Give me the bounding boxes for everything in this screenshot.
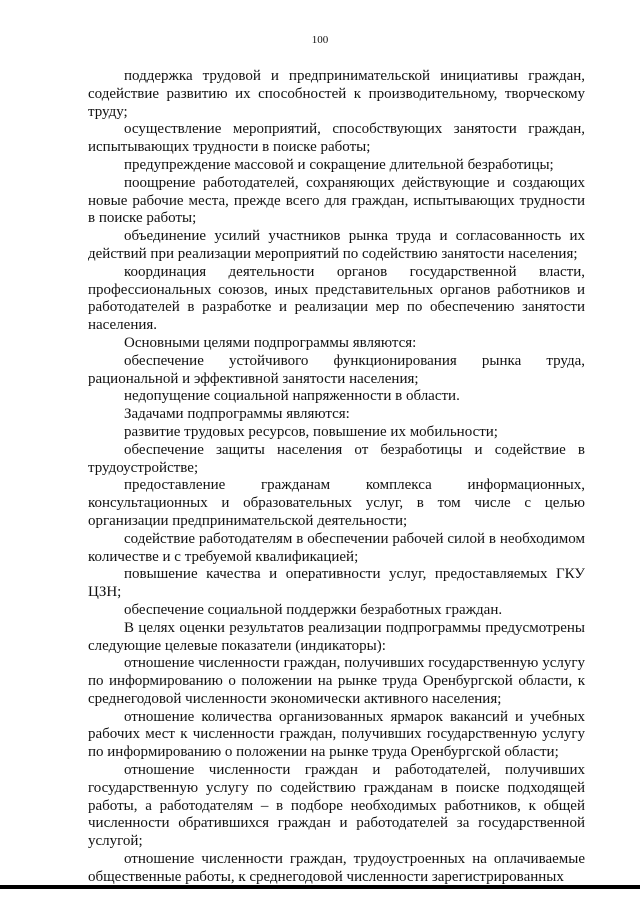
paragraph: обеспечение социальной поддержки безработных граждан. xyxy=(124,601,503,618)
paragraph: содействие работодателям в обеспечении рабочей силой в необходимом количестве и с требуемой квалификацией; xyxy=(88,530,585,565)
paragraph: обеспечение устойчивого функционирования рынка труда, рациональной и эффективной занятости населения; xyxy=(88,352,585,387)
paragraph: объединение усилий участников рынка труда и согласованность их действий при реализации мероприятий по содействию занятости населения; xyxy=(88,228,585,262)
paragraph: В целях оценки результатов реализации подпрограммы предусмотрены следующие целевые показатели (индикаторы): xyxy=(88,619,585,654)
paragraph: отношение количества организованных ярмарок вакансий и учебных рабочих мест к численности граждан, получивших государственную услугу по информированию о положении на рынке труда Оренбургской области; xyxy=(88,708,585,761)
paragraph: отношение численности граждан, трудоустроенных на оплачиваемые общественные работы, к среднегодовой численности зарегистрированных xyxy=(88,851,585,885)
paragraph: развитие трудовых ресурсов, повышение их мобильности; xyxy=(124,423,498,440)
paragraph: предоставление гражданам комплекса информационных, консультационных и образовательных услуг, в том числе с целью организации предпринимательской деятельности; xyxy=(88,477,585,529)
paragraph: Задачами подпрограммы являются: xyxy=(124,406,350,423)
document-body xyxy=(88,68,585,887)
paragraph: отношение численности граждан и работодателей, получивших государственную услугу по содействию гражданам в поиске подходящей работы, а работодателям – в подборе необходимых работников, к общей численности обратившихся граждан и работодателей за государственной услугой; xyxy=(88,762,585,850)
paragraph: координация деятельности органов государственной власти, профессиональных союзов, иных представительных органов работников и работодателей в разработке и реализации мер по обеспечению занятости населения. xyxy=(88,263,585,334)
page-number: 100 xyxy=(311,34,329,46)
paragraph: недопущение социальной напряженности в области. xyxy=(124,388,460,405)
page-bottom-border xyxy=(0,885,640,889)
paragraph: обеспечение защиты населения от безработицы и содействие в трудоустройстве; xyxy=(88,441,585,476)
paragraph: поощрение работодателей, сохраняющих действующие и создающих новые рабочие места, прежде всего для граждан, испытывающих трудности в поиске работы; xyxy=(88,174,585,227)
paragraph: предупреждение массовой и сокращение длительной безработицы; xyxy=(124,156,554,173)
paragraph: отношение численности граждан, получивших государственную услугу по информированию о положении на рынке труда Оренбургской области, к среднегодовой численности экономически активного населения; xyxy=(88,655,585,707)
paragraph: осуществление мероприятий, способствующих занятости граждан, испытывающих трудности в поиске работы; xyxy=(88,121,585,156)
paragraph: поддержка трудовой и предпринимательской инициативы граждан, содействие развитию их способностей к производительному, творческому труду; xyxy=(88,68,585,120)
paragraph: повышение качества и оперативности услуг, предоставляемых ГКУ ЦЗН; xyxy=(88,566,585,601)
paragraph: Основными целями подпрограммы являются: xyxy=(124,334,417,351)
